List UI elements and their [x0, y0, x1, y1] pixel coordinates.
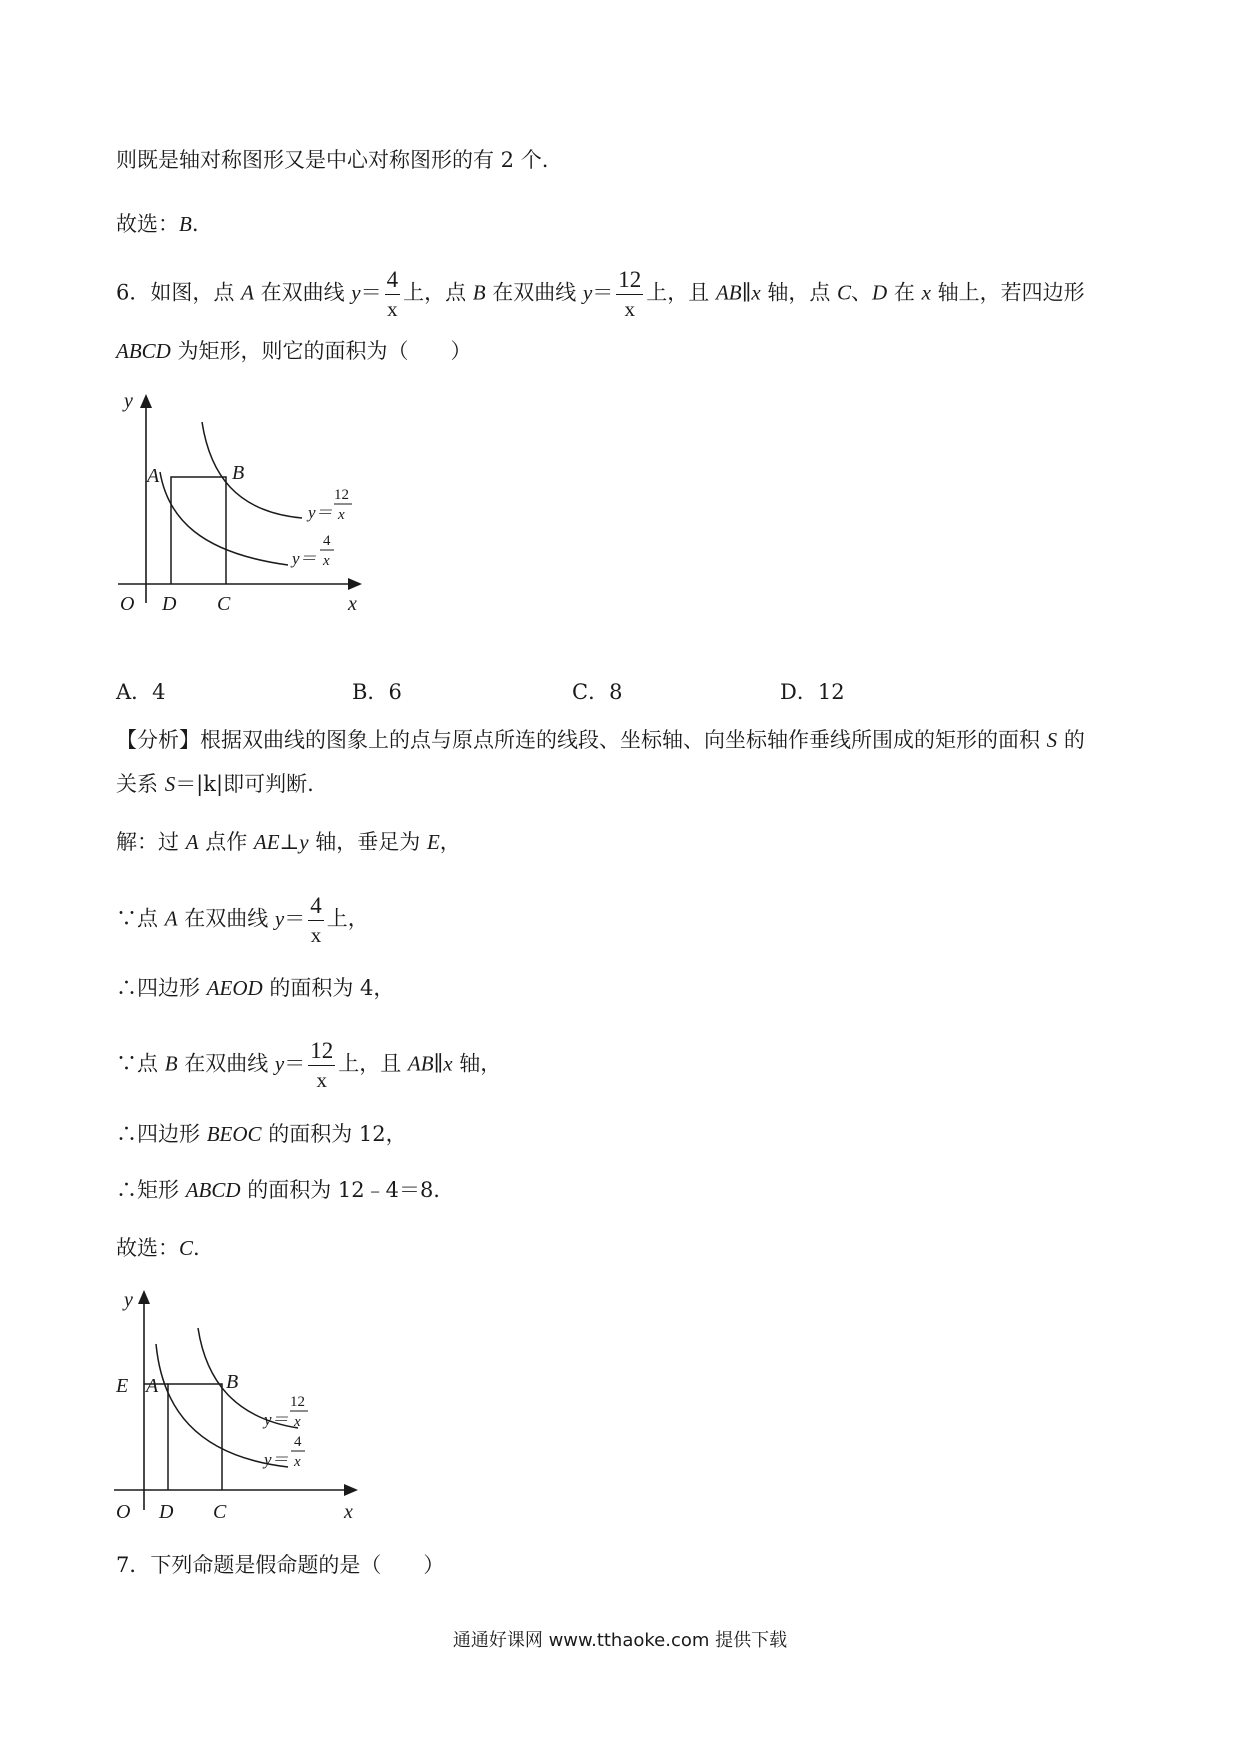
hyperbola-figure-2 [110, 1284, 380, 1524]
label-curve-12-den: x [294, 1414, 301, 1430]
option-b: B．6 [352, 680, 402, 704]
curve-12-over-x [202, 422, 302, 518]
label-curve-4-den: x [294, 1454, 301, 1470]
label-x-axis: x [348, 593, 357, 615]
label-curve-12: y＝ [308, 503, 333, 522]
q6-stem-line1: 6．如图，点 A 在双曲线 y＝ $\frac{4}{x}$ 上，点 B 在双曲线 y＝ $\frac{12}{x}$ 上，且 AB∥x 轴，点 C、D 在 x 轴上，若四边形 [116, 267, 1085, 322]
rectangle-abcd [171, 477, 226, 584]
label-curve-12: y＝ [264, 1410, 289, 1429]
label-curve-4-den: x [323, 553, 330, 569]
label-point-a: A [147, 465, 160, 487]
label-curve-4: y＝ [264, 1450, 289, 1469]
label-curve-4-num: 4 [323, 533, 331, 549]
label-point-c: C [217, 593, 231, 615]
option-c: C．8 [572, 680, 623, 704]
solution-line5: ∴四边形 BEOC 的面积为 12， [116, 1122, 407, 1146]
label-curve-12-num: 12 [334, 487, 349, 503]
fraction-4-over-x: $\frac{4}{x}$ [310, 893, 322, 948]
label-point-b: B [226, 1371, 239, 1393]
solution-line3: ∴四边形 AEOD 的面积为 4， [116, 976, 395, 1000]
fraction-12-over-x: $\frac{12}{x}$ [618, 267, 642, 322]
option-d: D．12 [780, 680, 845, 704]
y-axis-arrow [140, 394, 152, 408]
solution-answer: 故选：C. [116, 1236, 200, 1260]
solution-line2: ∵点 A 在双曲线 y＝ $\frac{4}{x}$ 上， [116, 893, 369, 948]
label-curve-12-num: 12 [290, 1394, 305, 1410]
label-origin: O [116, 1501, 131, 1523]
label-curve-12-den: x [338, 507, 345, 523]
label-point-a: A [146, 1375, 159, 1397]
label-point-d: D [162, 593, 177, 615]
label-point-e: E [116, 1375, 129, 1397]
solution-line4: ∵点 B 在双曲线 y＝ $\frac{12}{x}$ 上，且 AB∥x 轴， [116, 1038, 502, 1093]
analysis-line1: 【分析】根据双曲线的图象上的点与原点所连的线段、坐标轴、向坐标轴作垂线所围成的矩形的面积 S 的 [116, 728, 1085, 752]
label-curve-4: y＝ [292, 549, 317, 568]
curve-4-over-x [160, 472, 288, 565]
solution-line1: 解：过 A 点作 AE⊥y 轴，垂足为 E， [116, 830, 461, 854]
page-footer: 通通好课网 www.tthaoke.com 提供下载 [452, 1630, 788, 1651]
label-point-c: C [213, 1501, 227, 1523]
label-x-axis: x [344, 1501, 353, 1523]
fraction-4-over-x: $\frac{4}{x}$ [386, 267, 399, 322]
q7-stem: 7．下列命题是假命题的是（ ） [116, 1553, 445, 1577]
option-a: A．4 [116, 680, 166, 704]
rectangle-abcd [168, 1384, 222, 1490]
hyperbola-figure-1 [110, 388, 380, 618]
fraction-12-over-x: $\frac{12}{x}$ [310, 1038, 334, 1093]
x-axis-arrow [344, 1484, 358, 1496]
x-axis-arrow [348, 578, 362, 590]
label-y-axis: y [124, 390, 133, 412]
label-point-b: B [232, 462, 245, 484]
q6-stem-line2: ABCD 为矩形，则它的面积为（ ） [116, 339, 472, 363]
label-point-d: D [159, 1501, 174, 1523]
label-curve-4-num: 4 [294, 1434, 302, 1450]
prev-answer: 故选：B. [116, 212, 199, 236]
solution-line6: ∴矩形 ABCD 的面积为 12﹣4＝8. [116, 1178, 440, 1202]
label-y-axis: y [124, 1289, 133, 1311]
y-axis-arrow [138, 1290, 150, 1304]
prev-conclusion: 则既是轴对称图形又是中心对称图形的有 2 个. [116, 148, 549, 172]
label-origin: O [120, 593, 135, 615]
analysis-line2: 关系 S＝|k|即可判断. [116, 772, 314, 796]
